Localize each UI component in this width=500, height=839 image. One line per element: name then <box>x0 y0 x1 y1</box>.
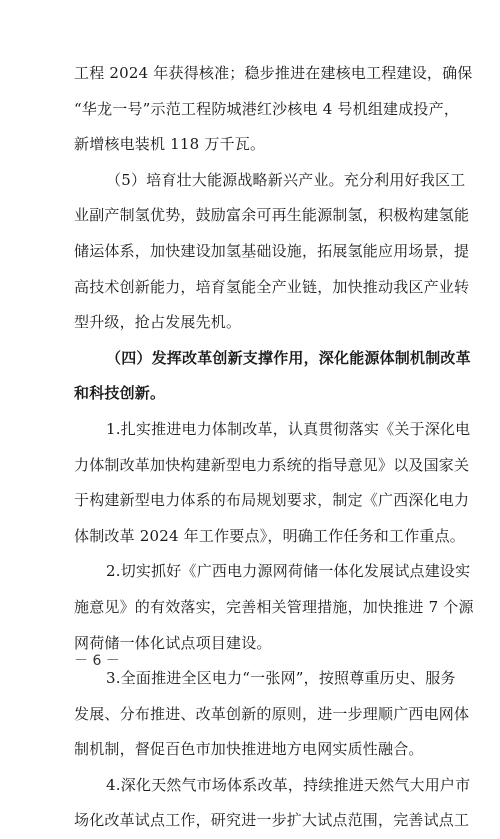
paragraph-line: 于构建新型电力体系的布局规划要求，制定《广西深化电力 <box>74 491 470 510</box>
paragraph-line: 制机制，督促百色市加快推进地方电网实质性融合。 <box>74 740 424 759</box>
paragraph-line: 高技术创新能力，培育氢能全产业链，加快推动我区产业转 <box>74 277 470 296</box>
paragraph-line: 4.深化天然气市场体系改革，持续推进天然气大用户市 <box>106 775 471 794</box>
paragraph-line: 新增核电装机 118 万千瓦。 <box>74 135 266 154</box>
paragraph-line: 施意见》的有效落实，完善相关管理措施，加快推进 7 个源 <box>74 597 474 616</box>
body-text <box>74 56 474 839</box>
paragraph-line: 2.切实抓好《广西电力源网荷储一体化发展试点建设实 <box>106 562 471 581</box>
paragraph-line: 网荷储一体化试点项目建设。 <box>74 633 272 652</box>
paragraph-line: 体制改革 2024 年工作要点》，明确工作任务和工作重点。 <box>74 526 466 545</box>
page-number: － 6 － <box>74 653 120 669</box>
paragraph-line: 储运体系，加快建设加氢基础设施，拓展氢能应用场景，提 <box>74 241 470 260</box>
paragraph-line: “华龙一号”示范工程防城港红沙核电 4 号机组建成投产， <box>74 99 460 118</box>
section-heading-line: 和科技创新。 <box>74 384 166 403</box>
paragraph-line: 型升级，抢占发展先机。 <box>74 313 242 332</box>
paragraph-line: （5）培育壮大能源战略新兴产业。充分利用好我区工 <box>106 170 466 189</box>
section-heading-line: （四）发挥改革创新支撑作用，深化能源体制机制改革 <box>106 348 471 367</box>
paragraph-line: 力体制改革加快构建新型电力系统的指导意见》以及国家关 <box>74 455 470 474</box>
paragraph-line: 1.扎实推进电力体制改革，认真贯彻落实《关于深化电 <box>106 419 471 438</box>
paragraph-line: 业副产制氢优势，鼓励富余可再生能源制氢，积极构建氢能 <box>74 206 470 225</box>
paragraph-line: 场化改革试点工作，研究进一步扩大试点范围，完善试点工 <box>74 811 470 830</box>
paragraph-line: 工程 2024 年获得核准；稳步推进在建核电工程建设，确保 <box>74 64 473 82</box>
paragraph-line: 3.全面推进全区电力“一张网”，按照尊重历史、服务 <box>106 669 456 688</box>
paragraph-line: 发展、分布推进、改革创新的原则，进一步理顺广西电网体 <box>74 704 470 723</box>
